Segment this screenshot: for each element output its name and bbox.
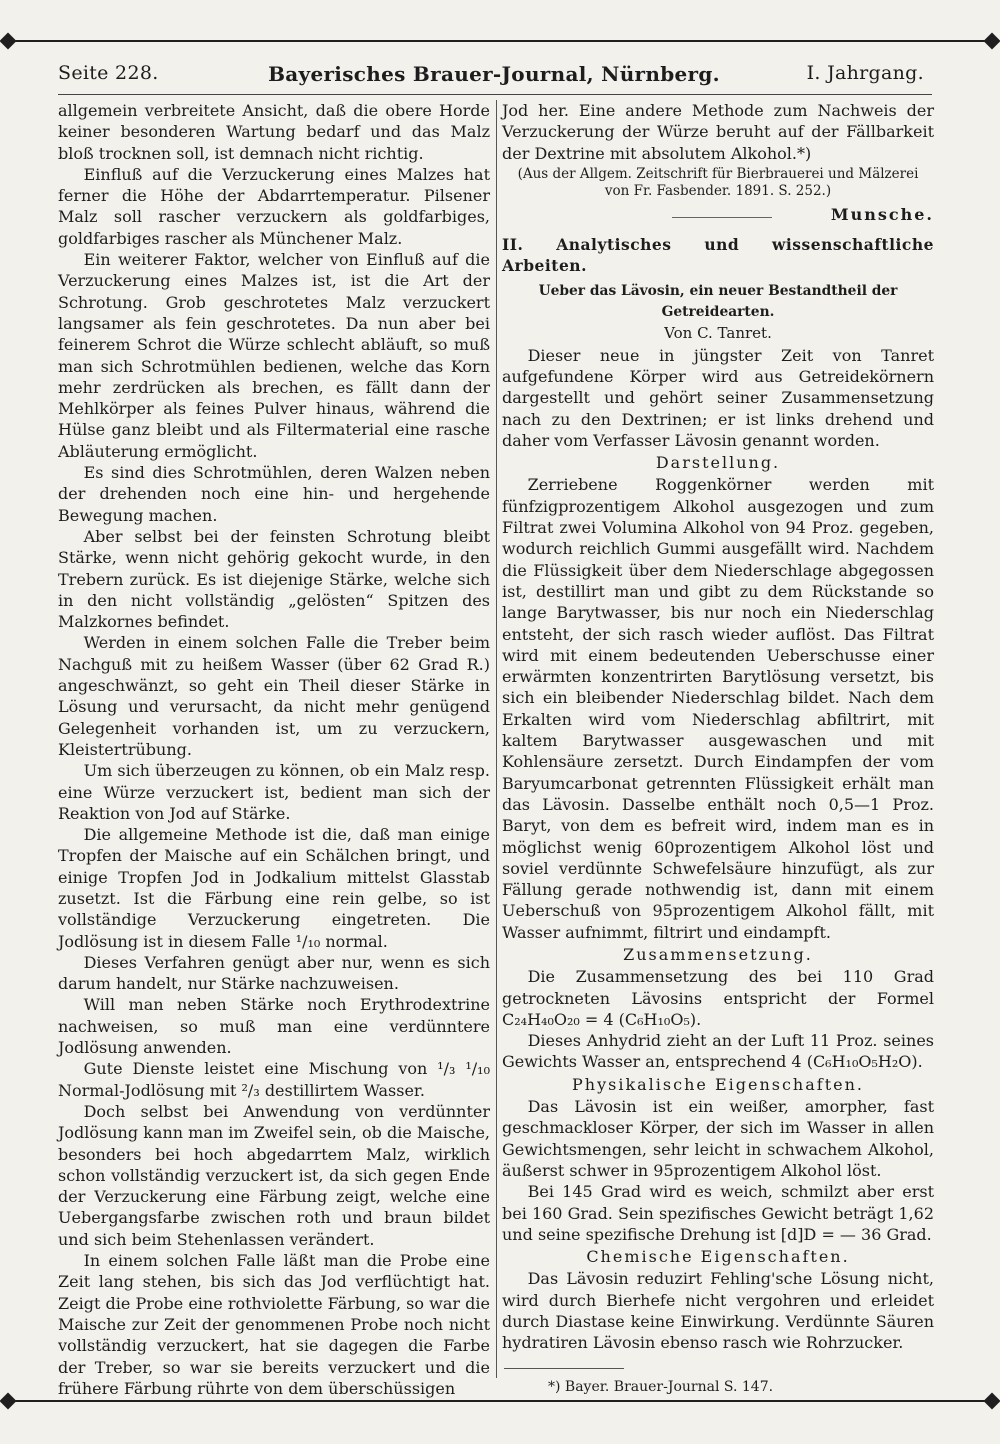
- paragraph: Bei 145 Grad wird es weich, schmilzt aber erst bei 160 Grad. Sein spezifisches Gewicht beträgt 1,62 und seine spezifische Drehung ist [d]D = — 36 Grad.: [502, 1182, 934, 1244]
- footnote-rule: [504, 1368, 624, 1369]
- article-author: Munsche.: [830, 204, 934, 224]
- article-byline: Von C. Tanret.: [664, 324, 772, 343]
- paragraph: Einfluß auf die Verzuckerung eines Malzes hat ferner die Höhe der Abdarrtemperatur. Pilsener Malz soll rascher verzuckern als goldfarbiges, goldfarbiges rascher als Münchener Malz.: [58, 164, 490, 248]
- top-right-ornament: [984, 33, 1000, 50]
- paragraph: Die Zusammensetzung des bei 110 Grad getrockneten Lävosins entspricht der Formel C₂₄H₄₀O₂₀ = 4 (C₆H₁₀O₅).: [502, 967, 934, 1029]
- subsection-heading: Zusammensetzung.: [623, 944, 813, 964]
- source-line: (Aus der Allgem. Zeitschrift für Bierbrauerei und Mälzerei: [517, 165, 919, 182]
- paragraph: Zerriebene Roggenkörner werden mit fünfzigprozentigem Alkohol ausgezogen und zum Filtrat zwei Volumina Alkohol von 94 Proz. gegeben, wodurch reichlich Gummi ausgefällt wird. Nachdem die Flüssigkeit über dem Niederschlage abgegossen ist, destillirt man und gibt zu dem Rückstande so lange Barytwasser, bis nur noch ein Niederschlag entsteht, der sich rasch wieder auflöst. Das Filtrat wird mit einem bedeutenden Ueberschusse einer erwärmten konzentrirten Barytlösung versetzt, bis sich ein bleibender Niederschlag bildet. Nach dem Erkalten wird vom Niederschlag abfiltrirt, mit kaltem Barytwasser ausgewaschen und mit Kohlensäure zersetzt. Durch Eindampfen der vom Baryumcarbonat getrennten Flüssigkeit erhält man das Lävosin. Dasselbe enthält noch 0,5—1 Proz. Baryt, von dem es befreit wird, indem man es in möglichst wenig 60prozentigem Alkohol löst und soviel verdünnte Schwefelsäure hinzufügt, als zur Fällung gerade nothwendig ist, dann mit einem Ueberschuß von 95prozentigem Alkohol fällt, mit Wasser aufnimmt, filtrirt und eindampft.: [502, 475, 934, 942]
- footnote: *) Bayer. Brauer-Journal S. 147.: [548, 1378, 774, 1395]
- top-border-rule: [8, 40, 992, 42]
- journal-title: Bayerisches Brauer-Journal, Nürnberg.: [268, 62, 720, 86]
- bottom-right-ornament: [984, 1393, 1000, 1410]
- volume-label: I. Jahrgang.: [806, 62, 924, 84]
- paragraph: Doch selbst bei Anwendung von verdünnter Jodlösung kann man im Zweifel sein, ob die Maische, besonders bei hoch abgedarrtem Malz, wirklich schon vollständig verzuckert ist, da sich gegen Ende der Verzuckerung eine Färbung zeigt, welche eine Uebergangsfarbe zwischen roth und braun bildet und sich beim Stehenlassen verändert.: [58, 1101, 490, 1249]
- paragraph: Dieses Anhydrid zieht an der Luft 11 Proz. seines Gewichts Wasser an, entsprechend 4 (C₆H₁₀O₅H₂O).: [502, 1031, 934, 1072]
- bottom-left-ornament: [0, 1393, 16, 1410]
- paragraph: Gute Dienste leistet eine Mischung von ¹/₃ ¹/₁₀ Normal-Jodlösung mit ²/₃ destillirtem Wasser.: [58, 1059, 490, 1100]
- source-line: von Fr. Fasbender. 1891. S. 252.): [604, 182, 832, 199]
- paragraph: Das Lävosin reduzirt Fehling'sche Lösung nicht, wird durch Bierhefe nicht vergohren und erleidet durch Diastase keine Einwirkung. Verdünnte Säuren hydratiren Lävosin ebenso rasch wie Rohrzucker.: [502, 1269, 934, 1353]
- bottom-border-rule: [8, 1400, 992, 1402]
- right-column: [502, 100, 934, 1398]
- page-header: [58, 62, 930, 92]
- paragraph: Das Lävosin ist ein weißer, amorpher, fast geschmackloser Körper, der sich im Wasser in allen Gewichtsmengen, sehr leicht in schwachem Alkohol, äußerst schwer in 95prozentigem Alkohol löst.: [502, 1097, 934, 1180]
- paragraph: Es sind dies Schrotmühlen, deren Walzen neben der drehenden noch eine hin- und hergehende Bewegung machen.: [58, 463, 490, 525]
- paragraph: Will man neben Stärke noch Erythrodextrine nachweisen, so muß man eine verdünntere Jodlösung anwenden.: [58, 995, 490, 1058]
- paragraph: Jod her. Eine andere Methode zum Nachweis der Verzuckerung der Würze beruht auf der Fällbarkeit der Dextrine mit absolutem Alkohol.*): [502, 101, 934, 163]
- top-left-ornament: [0, 33, 16, 50]
- subsection-heading: Darstellung.: [655, 453, 781, 473]
- subsection-heading: Chemische Eigenschaften.: [586, 1247, 850, 1267]
- paragraph: In einem solchen Falle läßt man die Probe eine Zeit lang stehen, bis sich das Jod verflüchtigt hat. Zeigt die Probe eine rothviolette Färbung, so war die Maische zur Zeit der genommenen Probe noch nicht vollständig verzuckert, hat sie dagegen die Farbe der Treber, so war sie bereits verzuckert und die frühere Färbung rührte von dem überschüssigen: [58, 1251, 490, 1398]
- paragraph: Die allgemeine Methode ist die, daß man einige Tropfen der Maische auf ein Schälchen bringt, und einige Tropfen Jod in Jodkalium mittelst Glasstab zusetzt. Ist die Färbung eine rein gelbe, so ist vollständige Verzuckerung eingetreten. Die Jodlösung ist in diesem Falle ¹/₁₀ normal.: [58, 825, 490, 951]
- subsection-heading: Physikalische Eigenschaften.: [572, 1074, 864, 1094]
- paragraph: Ein weiterer Faktor, welcher von Einfluß auf die Verzuckerung eines Malzes ist, ist die Art der Schrotung. Grob geschrotetes Malz verzuckert langsamer als fein geschrotetes. Da nun aber bei feinerem Schrot die Würze schlecht abläuft, so muß man sich Schrotmühlen bedienen, welche das Korn mehr zerdrücken als brechen, es fällt dann der Mehlkörper als feines Pulver hinaus, während die Hülse ganz bleibt und als Filtermaterial eine rasche Abläuterung ermöglicht.: [58, 250, 490, 461]
- source-citation: [502, 166, 934, 200]
- header-rule: [58, 94, 932, 95]
- paragraph: Dieser neue in jüngster Zeit von Tanret aufgefundene Körper wird aus Getreidekörnern dargestellt und gehört seiner Zusammensetzung nach zu den Dextrinen; er ist links drehend und daher vom Verfasser Lävosin genannt worden.: [502, 345, 934, 450]
- paragraph: Dieses Verfahren genügt aber nur, wenn es sich darum handelt, nur Stärke nachzuweisen.: [58, 952, 490, 994]
- paragraph: Werden in einem solchen Falle die Treber beim Nachguß mit zu heißem Wasser (über 62 Grad R.) angeschwänzt, so geht ein Theil dieser Stärke in Lösung und verursacht, da nicht mehr genügend Gelegenheit vorhanden ist, um zu verzuckern, Kleistertrübung.: [58, 633, 490, 759]
- article-title: Ueber das Lävosin, ein neuer Bestandtheil der Getreidearten.: [538, 282, 898, 321]
- column-divider: [496, 100, 497, 1378]
- section-heading: II. Analytisches und wissenschaftliche Arbeiten.: [502, 235, 934, 276]
- paragraph: Um sich überzeugen zu können, ob ein Malz resp. eine Würze verzuckert ist, bedient man sich der Reaktion von Jod auf Stärke.: [58, 761, 490, 823]
- paragraph: allgemein verbreitete Ansicht, daß die obere Horde keiner besonderen Wartung bedarf und das Malz bloß trocknen soll, ist demnach nicht richtig.: [58, 101, 490, 163]
- separator-rule: [672, 217, 772, 218]
- paragraph: Aber selbst bei der feinsten Schrotung bleibt Stärke, wenn nicht gehörig gekocht wurde, in den Trebern zurück. Es ist diejenige Stärke, welche sich in den nicht vollständig „gelösten“ Spitzen des Malzkornes befindet.: [58, 526, 490, 632]
- left-column: [58, 100, 490, 1399]
- page-number: Seite 228.: [58, 62, 159, 84]
